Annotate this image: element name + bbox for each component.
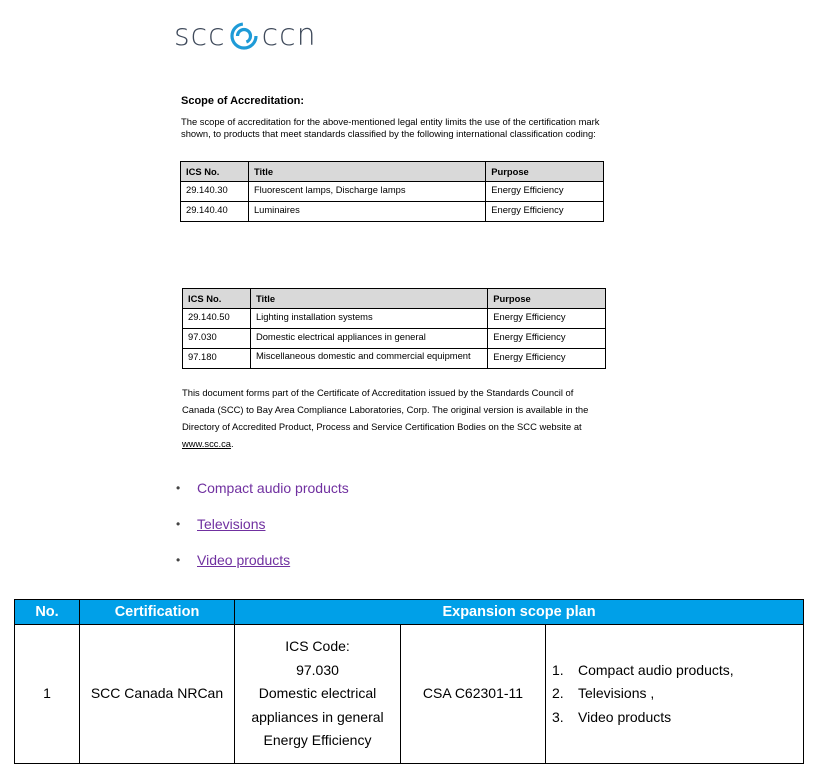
item-number: 1. [552,661,564,678]
logo-ccn-text: ccn [261,18,317,53]
title-cell: Domestic electrical appliances in general [250,329,487,349]
ics-line: Domestic electrical [258,685,377,702]
ics-line: Energy Efficiency [263,732,372,749]
logo-scc-text: scc [174,18,226,53]
purpose-cell: Energy Efficiency [486,182,604,202]
bullet-icon: • [176,481,181,495]
scc-swirl-icon [229,19,259,53]
title-cell: Miscellaneous domestic and commercial equipment [250,349,487,369]
scope-items-cell [546,625,804,764]
purpose-header: Purpose [486,162,604,182]
list-item[interactable] [176,478,349,514]
scope-paragraph: The scope of accreditation for the above-mentioned legal entity limits the use of the certification mark shown, to products that meet standards classified by the following international classification coding: [181,116,600,139]
ics-no-cell: 29.140.30 [181,182,249,202]
ics-no-cell: 97.180 [183,349,251,369]
title-cell: Fluorescent lamps, Discharge lamps [248,182,485,202]
ics-no-header: ICS No. [183,289,251,309]
table-row [15,625,804,764]
list-item[interactable] [176,550,349,586]
product-link-video[interactable]: Video products [197,552,291,568]
ics-no-cell: 29.140.50 [183,309,251,329]
ics-no-header: ICS No. [181,162,249,182]
ics-line: ICS Code: [285,638,350,655]
list-item [552,659,799,683]
bullet-icon: • [176,553,181,567]
item-number: 2. [552,685,564,702]
item-text: Video products [578,708,672,725]
purpose-cell: Energy Efficiency [488,329,606,349]
certificate-note-end: . [230,438,234,449]
expansion-plan-table [14,599,804,764]
plan-header-row [15,600,804,625]
list-item[interactable] [176,514,349,550]
product-list [176,478,349,586]
ics-table-1 [180,161,604,222]
scope-title: Scope of Accreditation: [181,95,305,107]
certification-cell: SCC Canada NRCan [80,625,235,764]
purpose-cell: Energy Efficiency [488,349,606,369]
list-item [552,706,799,730]
item-text: Televisions , [578,685,655,702]
expansion-scope-header: Expansion scope plan [235,600,804,625]
scc-ccn-logo [174,18,317,54]
title-cell: Lighting installation systems [250,309,487,329]
scc-website-link[interactable]: www.scc.ca [182,438,231,449]
table-row [183,349,606,369]
table-row [183,309,606,329]
no-header: No. [15,600,80,625]
product-link-compact-audio[interactable]: Compact audio products [197,480,349,496]
bullet-icon: • [176,517,181,531]
ics-line: appliances in general [251,708,384,725]
product-link-televisions[interactable]: Televisions [197,516,266,532]
standard-cell: CSA C62301-11 [401,625,546,764]
table-row [181,182,604,202]
certificate-note-text: This document forms part of the Certificate of Accreditation issued by the Standards Council of Canada (SCC) to Bay Area Compliance Laboratories, Corp. The original version is available in the Directory of Accredited Product, Process and Service Certification Bodies on the SCC website at [182,387,589,432]
item-number: 3. [552,708,564,725]
purpose-cell: Energy Efficiency [488,309,606,329]
ics-no-cell: 97.030 [183,329,251,349]
item-text: Compact audio products, [578,661,734,678]
ics-no-cell: 29.140.40 [181,202,249,222]
table-row [183,329,606,349]
row-number: 1 [15,625,80,764]
table-row [181,202,604,222]
purpose-cell: Energy Efficiency [486,202,604,222]
list-item [552,682,799,706]
ics-table-1-header [181,162,604,182]
ics-table-2 [182,288,606,369]
purpose-header: Purpose [488,289,606,309]
title-header: Title [248,162,485,182]
ics-line: 97.030 [296,661,339,678]
title-cell: Luminaires [248,202,485,222]
certification-header: Certification [80,600,235,625]
ics-code-cell [235,625,401,764]
ics-table-2-header [183,289,606,309]
certificate-note [182,384,607,452]
title-header: Title [250,289,487,309]
